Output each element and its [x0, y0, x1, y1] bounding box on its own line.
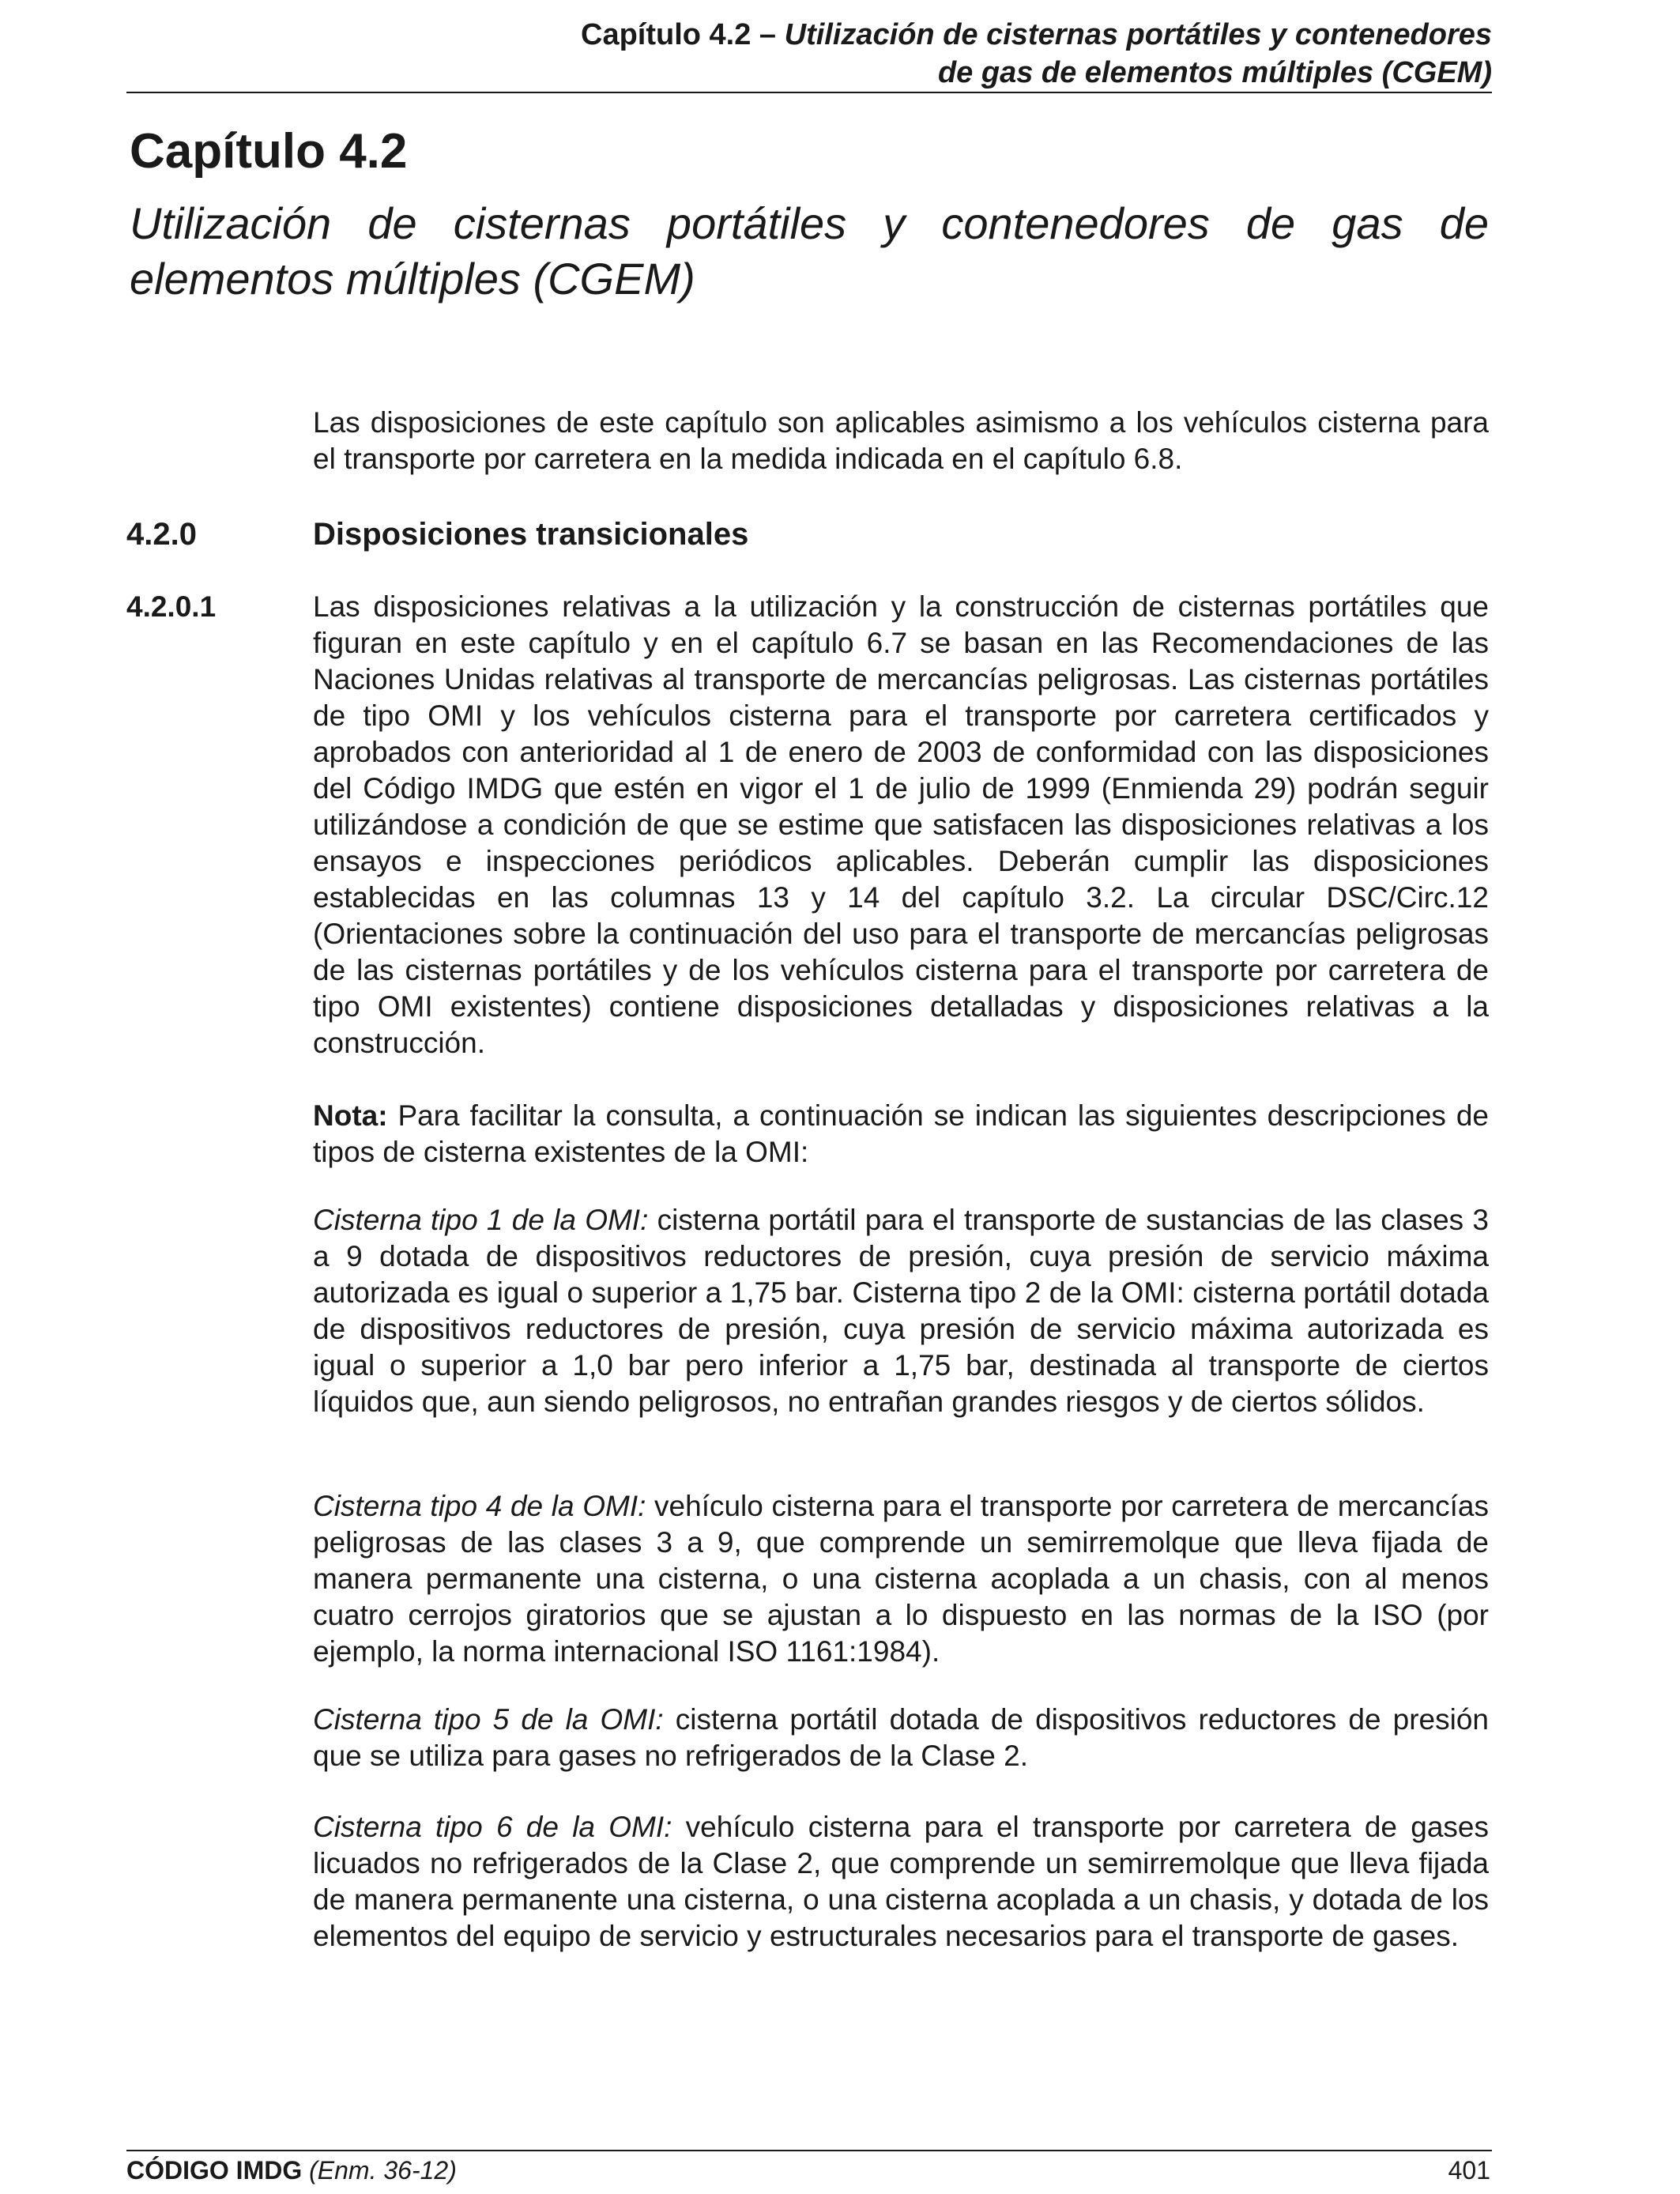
running-header-line-2 — [126, 54, 1492, 92]
intro-paragraph-block — [313, 405, 1489, 477]
tank-type-lead: Cisterna tipo 4 de la OMI: — [313, 1490, 646, 1522]
footer-edition: (Enm. 36-12) — [309, 2156, 457, 2185]
tank-type-paragraph — [313, 1702, 1489, 1774]
note-text: Para facilitar la consulta, a continuación se indican las siguientes descripciones de tipos de cisterna existentes de la OMI: — [313, 1099, 1489, 1168]
tank-type-paragraph — [313, 1202, 1489, 1420]
tank-type-paragraph — [313, 1488, 1489, 1670]
running-header-title-part-2: de gas de elementos múltiples (CGEM) — [937, 56, 1492, 89]
footer-rule — [126, 2150, 1492, 2151]
tank-type-paragraph — [313, 1809, 1489, 1955]
intro-paragraph: Las disposiciones de este capítulo son aplicables asimismo a los vehículos cisterna para el transporte por carretera en la medida indicada en el capítulo 6.8. — [313, 406, 1489, 475]
tank-type-lead: Cisterna tipo 5 de la OMI: — [313, 1703, 664, 1736]
chapter-number: Capítulo 4.2 — [130, 124, 408, 179]
footer-code — [126, 2154, 457, 2186]
running-header-chapter: Capítulo 4.2 – — [581, 18, 785, 51]
subsection-block — [313, 589, 1489, 1061]
section-number: 4.2.0 — [126, 517, 197, 552]
subsection-paragraph: Las disposiciones relativas a la utilización y la construcción de cisternas portátiles que figuran en este capítulo y en el capítulo 6.7 se basan en las Recomendaciones de las Naciones Unidas relativas al transporte de mercancías peligrosas. Las cisternas portátiles de tipo OMI y los vehículos cisterna para el transporte por carretera certificados y aprobados con anterioridad al 1 de enero de 2003 de conformidad con las disposiciones del Código IMDG que estén en vigor el 1 de julio de 1999 (Enmienda 29) podrán seguir utilizándose a condición de que se estime que satisfacen las disposiciones relativas a los ensayos e inspecciones periódicos aplicables. Deberán cumplir las disposiciones establecidas en las columnas 13 y 14 del capítulo 3.2. La circular DSC/Circ.12 (Orientaciones sobre la continuación del uso para el transporte de mercancías peligrosas de las cisternas portátiles y de los vehículos cisterna para el transporte por carretera de tipo OMI existentes) contiene disposiciones detalladas y disposiciones relativas a la construcción. — [313, 590, 1489, 1059]
running-header — [126, 16, 1492, 92]
tank-type-1-block — [313, 1202, 1489, 1420]
tank-type-text: cisterna portátil dotada de dispositivos reductores de presión que se utiliza para gases no refrigerados de la Clase 2. — [313, 1703, 1489, 1772]
tank-type-5-block — [313, 1702, 1489, 1774]
note-label: Nota: — [313, 1099, 388, 1132]
page-number: 401 — [1448, 2156, 1490, 2185]
note-block — [313, 1098, 1489, 1171]
running-header-title-part-1: Utilización de cisternas portátiles y contenedores — [784, 18, 1492, 51]
note-paragraph — [313, 1098, 1489, 1171]
header-rule — [126, 92, 1492, 93]
running-header-line-1 — [126, 16, 1492, 54]
section-title: Disposiciones transicionales — [313, 517, 749, 552]
footer-code-name: CÓDIGO IMDG — [126, 2156, 303, 2185]
chapter-title: Utilización de cisternas portátiles y contenedores de gas de elementos múltiples (CGEM) — [130, 198, 1489, 303]
tank-type-lead: Cisterna tipo 6 de la OMI: — [313, 1811, 672, 1843]
tank-type-text: vehículo cisterna para el transporte por carretera de gases licuados no refrigerados de la Clase 2, que comprende un semirremolque que lleva fijada de manera permanente una cisterna, o una cisterna acoplada a un chasis, y dotada de los elementos del equipo de servicio y estructurales necesarios para el transporte de gases. — [313, 1811, 1489, 1952]
tank-type-lead: Cisterna tipo 1 de la OMI: — [313, 1204, 649, 1236]
subsection-number: 4.2.0.1 — [126, 590, 217, 623]
tank-type-text: vehículo cisterna para el transporte por carretera de mercancías peligrosas de las clases 3 a 9, que comprende un semirremolque que lleva fijada de manera permanente una cisterna, o una cisterna acoplada a un chasis, con al menos cuatro cerrojos giratorios que se ajustan a lo dispuesto en las normas de la ISO (por ejemplo, la norma internacional ISO 1161:1984). — [313, 1490, 1489, 1668]
tank-type-6-block — [313, 1809, 1489, 1955]
tank-type-text: cisterna portátil para el transporte de sustancias de las clases 3 a 9 dotada de dispositivos reductores de presión, cuya presión de servicio máxima autorizada es igual o superior a 1,75 bar. Cisterna tipo 2 de la OMI: cisterna portátil dotada de dispositivos reductores de presión, cuya presión de servicio máxima autorizada es igual o superior a 1,0 bar pero inferior a 1,75 bar, destinada al transporte de ciertos líquidos que, aun siendo peligrosos, no entrañan grandes riesgos y de ciertos sólidos. — [313, 1204, 1489, 1418]
tank-type-4-block — [313, 1488, 1489, 1670]
